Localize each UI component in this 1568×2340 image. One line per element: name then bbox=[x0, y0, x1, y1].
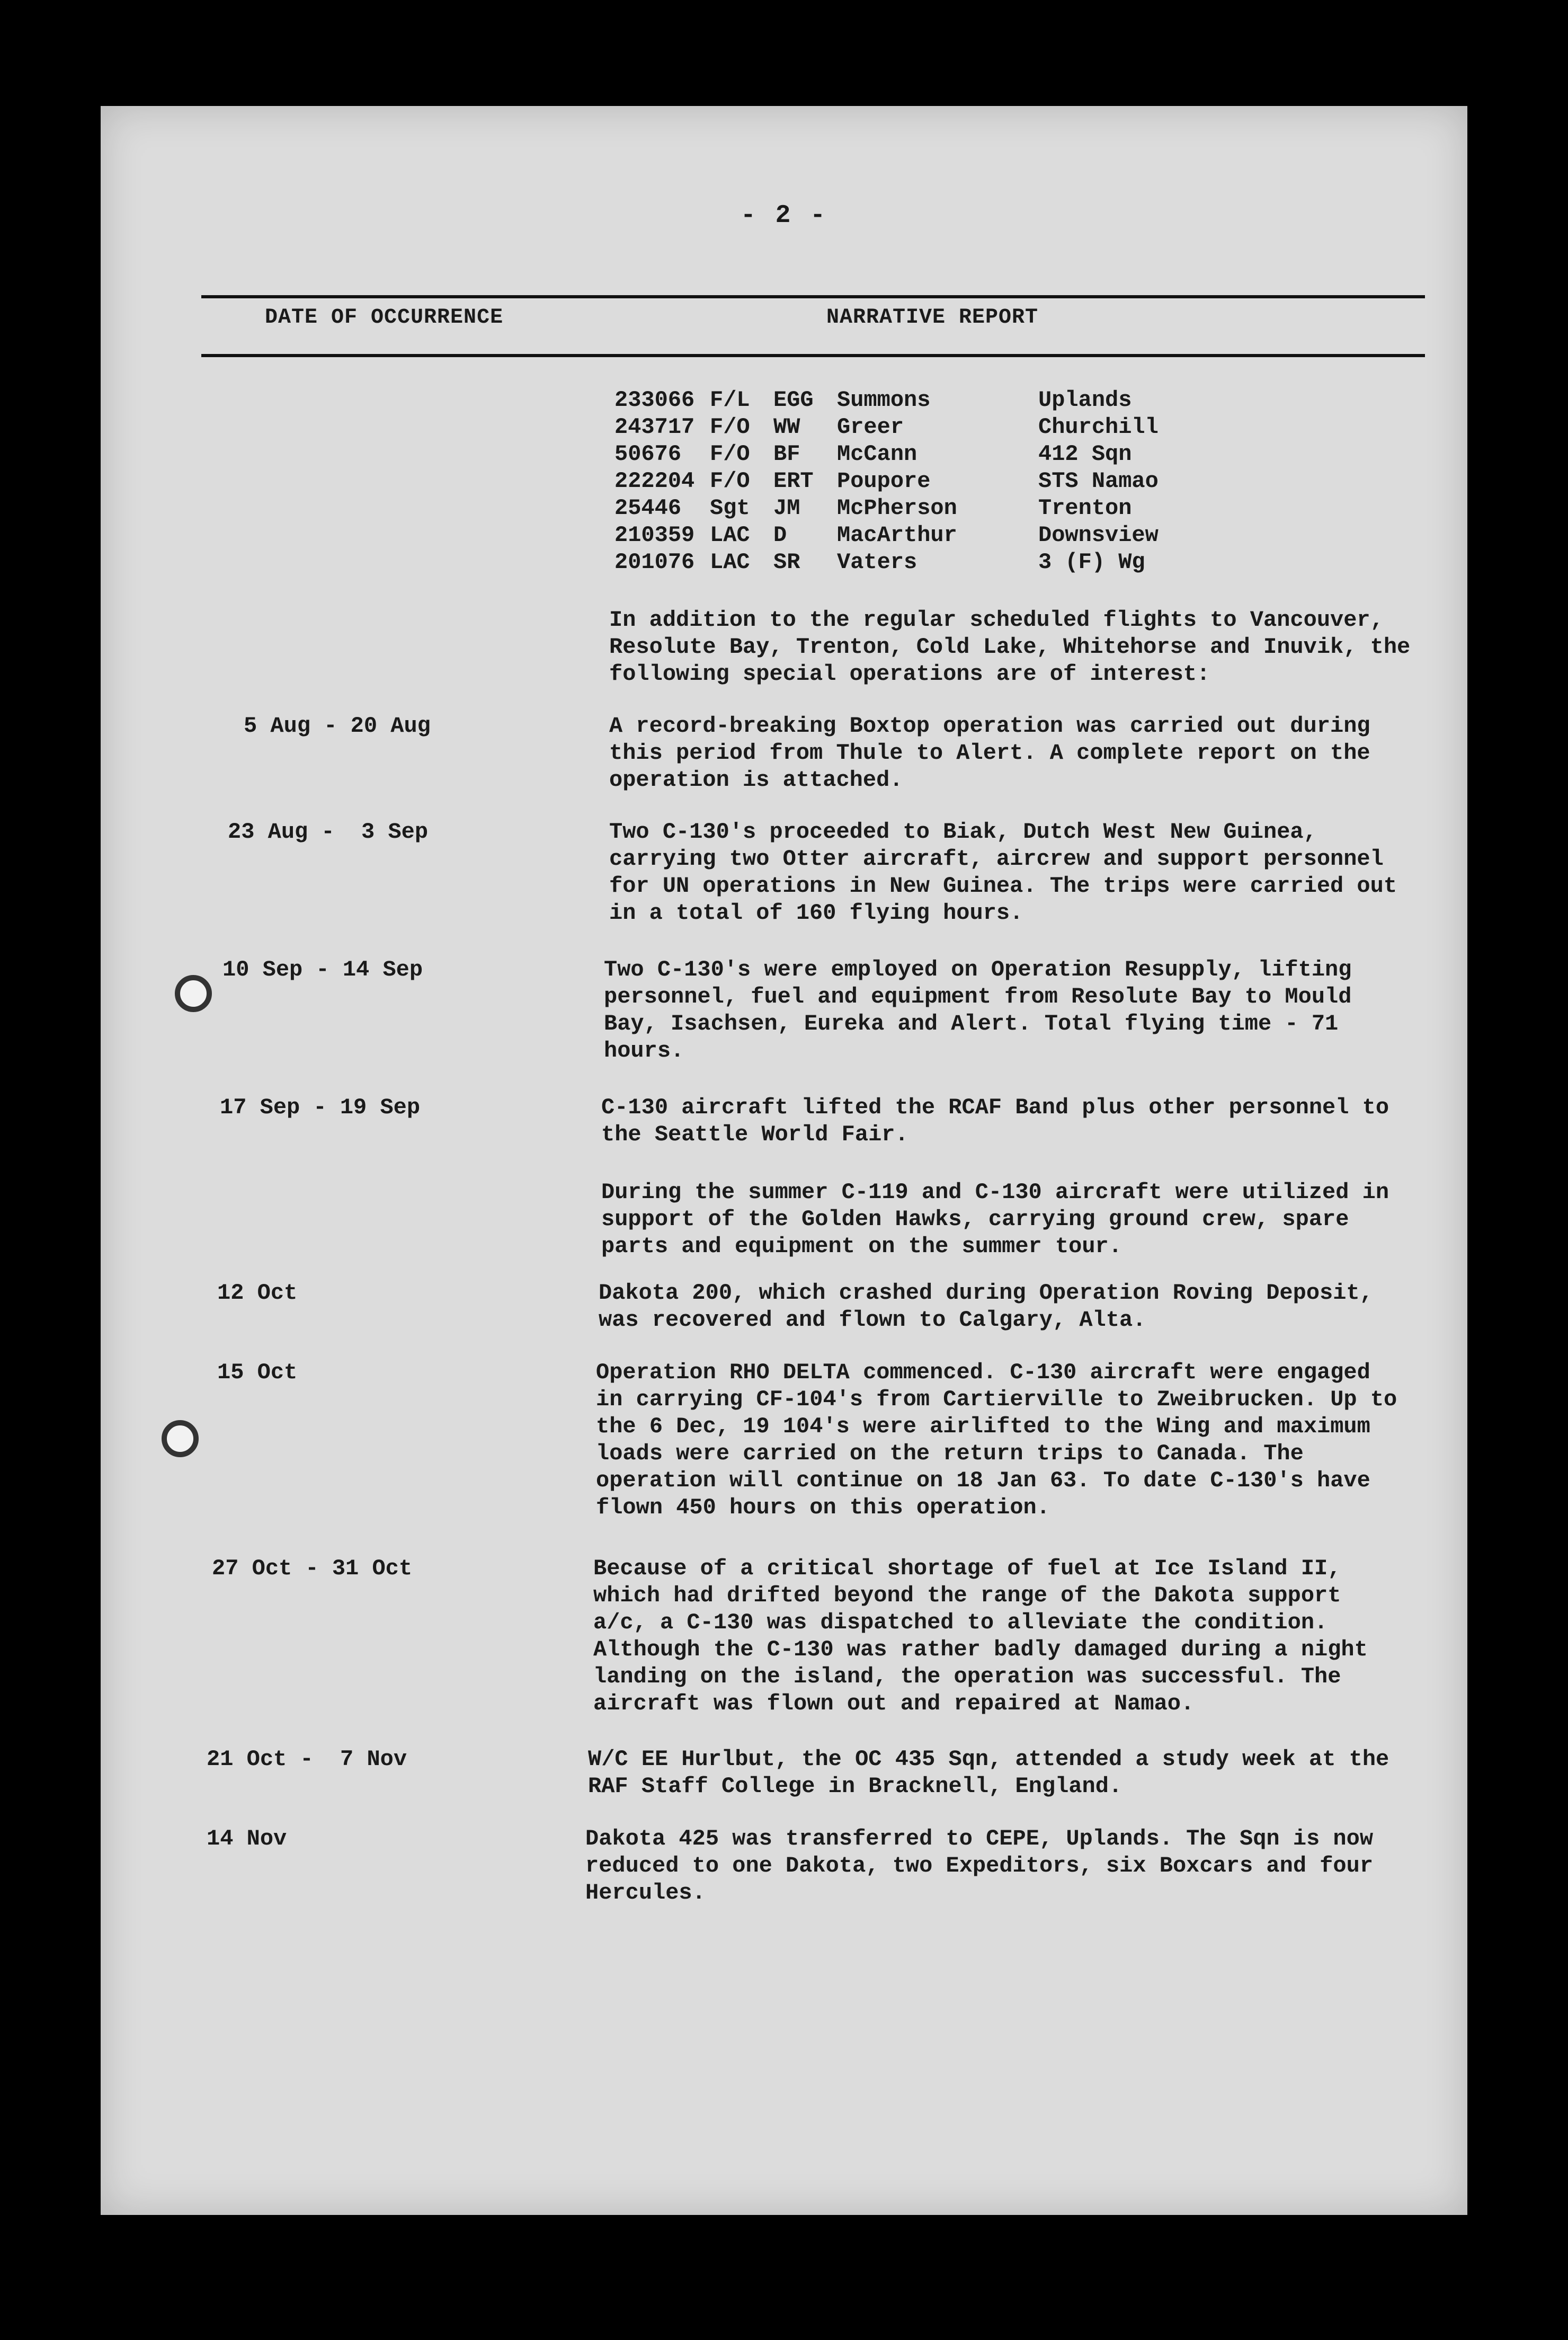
surname: McCann bbox=[837, 441, 917, 467]
rank: F/L bbox=[710, 387, 750, 413]
initials: SR bbox=[773, 549, 800, 575]
location: STS Namao bbox=[1038, 468, 1159, 494]
rank: LAC bbox=[710, 522, 750, 548]
roster-row bbox=[614, 441, 1250, 468]
location: Uplands bbox=[1038, 387, 1132, 413]
personnel-roster bbox=[614, 387, 1250, 576]
rank: F/O bbox=[710, 414, 750, 440]
roster-row bbox=[614, 468, 1250, 495]
entry-date: 17 Sep - 19 Sep bbox=[220, 1095, 421, 1120]
location: Downsview bbox=[1038, 522, 1159, 548]
entry-date: 27 Oct - 31 Oct bbox=[212, 1556, 413, 1581]
document-page bbox=[101, 106, 1467, 2215]
roster-row bbox=[614, 387, 1250, 414]
surname: Greer bbox=[837, 414, 904, 440]
entry-date: 23 Aug - 3 Sep bbox=[228, 819, 429, 845]
header-bottom-rule bbox=[201, 354, 1425, 357]
initials: BF bbox=[773, 441, 800, 467]
initials: D bbox=[773, 522, 787, 548]
entry-text: During the summer C-119 and C-130 aircraft were utilized in support of the Golden Hawks, carrying ground crew, spare parts and equipment on the summer tour. bbox=[601, 1180, 1389, 1259]
initials: JM bbox=[773, 495, 800, 521]
location: 3 (F) Wg bbox=[1038, 549, 1145, 575]
entry-date: 14 Nov bbox=[207, 1826, 287, 1851]
surname: Vaters bbox=[837, 549, 917, 575]
service-number: 25446 bbox=[614, 495, 682, 521]
page-number: - 2 - bbox=[740, 201, 828, 230]
entry-text: Two C-130's proceeded to Biak, Dutch West New Guinea, carrying two Otter aircraft, aircrew and support personnel for UN operations in New Guinea. The trips were carried out in a total of 160 flying hours. bbox=[609, 819, 1397, 926]
service-number: 233066 bbox=[614, 387, 695, 413]
entry-text: Because of a critical shortage of fuel at Ice Island II, which had drifted beyond the range of the Dakota support a/c, a C-130 was dispatched to alleviate the condition. Although the C-130 was rather badly damaged during a night landing on the island, the operation was successful. The aircraft was flown out and repaired at Namao. bbox=[593, 1556, 1368, 1716]
entry-text: In addition to the regular scheduled flights to Vancouver, Resolute Bay, Trenton, Cold Lake, Whitehorse and Inuvik, the following special operations are of interest: bbox=[609, 607, 1411, 687]
punch-hole bbox=[162, 1420, 199, 1457]
rank: F/O bbox=[710, 468, 750, 494]
entry-date: 5 Aug - 20 Aug bbox=[244, 713, 431, 739]
service-number: 222204 bbox=[614, 468, 695, 494]
rank: LAC bbox=[710, 549, 750, 575]
punch-hole bbox=[175, 975, 212, 1012]
surname: Poupore bbox=[837, 468, 931, 494]
entry-text: Operation RHO DELTA commenced. C-130 aircraft were engaged in carrying CF-104's from Cartierville to Zweibrucken. Up to the 6 Dec, 19 104's were airlifted to the Wing and maximum loads were carried on the return trips to Canada. The operation will continue on 18 Jan 63. To date C-130's have flown 450 hours on this operation. bbox=[596, 1360, 1397, 1520]
service-number: 50676 bbox=[614, 441, 682, 467]
entry-text: W/C EE Hurlbut, the OC 435 Sqn, attended a study week at the RAF Staff College in Bracknell, England. bbox=[588, 1747, 1389, 1799]
surname: McPherson bbox=[837, 495, 957, 521]
surname: MacArthur bbox=[837, 522, 957, 548]
initials: ERT bbox=[773, 468, 814, 494]
entry-text: A record-breaking Boxtop operation was carried out during this period from Thule to Alert. A complete report on the operation is attached. bbox=[609, 713, 1370, 793]
location: 412 Sqn bbox=[1038, 441, 1132, 467]
roster-row bbox=[614, 414, 1250, 441]
date-column-heading: DATE OF OCCURRENCE bbox=[265, 306, 504, 330]
narrative-column-heading: NARRATIVE REPORT bbox=[826, 306, 1039, 330]
entry-date: 12 Oct bbox=[217, 1280, 298, 1306]
initials: EGG bbox=[773, 387, 814, 413]
entry-date: 15 Oct bbox=[217, 1360, 298, 1385]
entry-date: 10 Sep - 14 Sep bbox=[222, 957, 423, 982]
header-top-rule bbox=[201, 295, 1425, 298]
entry-text: Dakota 200, which crashed during Operation Roving Deposit, was recovered and flown to Calgary, Alta. bbox=[599, 1280, 1373, 1333]
roster-row bbox=[614, 549, 1250, 576]
entry-date: 21 Oct - 7 Nov bbox=[207, 1747, 407, 1772]
roster-row bbox=[614, 522, 1250, 549]
location: Churchill bbox=[1038, 414, 1159, 440]
service-number: 243717 bbox=[614, 414, 695, 440]
location: Trenton bbox=[1038, 495, 1132, 521]
entry-text: Two C-130's were employed on Operation Resupply, lifting personnel, fuel and equipment from Resolute Bay to Mould Bay, Isachsen, Eureka and Alert. Total flying time - 71 hours. bbox=[604, 957, 1352, 1063]
service-number: 201076 bbox=[614, 549, 695, 575]
initials: WW bbox=[773, 414, 800, 440]
entry-text: Dakota 425 was transferred to CEPE, Uplands. The Sqn is now reduced to one Dakota, two Expeditors, six Boxcars and four Hercules. bbox=[585, 1826, 1374, 1905]
entry-text: C-130 aircraft lifted the RCAF Band plus other personnel to the Seattle World Fair. bbox=[601, 1095, 1389, 1147]
rank: F/O bbox=[710, 441, 750, 467]
surname: Summons bbox=[837, 387, 931, 413]
service-number: 210359 bbox=[614, 522, 695, 548]
roster-row bbox=[614, 495, 1250, 522]
rank: Sgt bbox=[710, 495, 750, 521]
